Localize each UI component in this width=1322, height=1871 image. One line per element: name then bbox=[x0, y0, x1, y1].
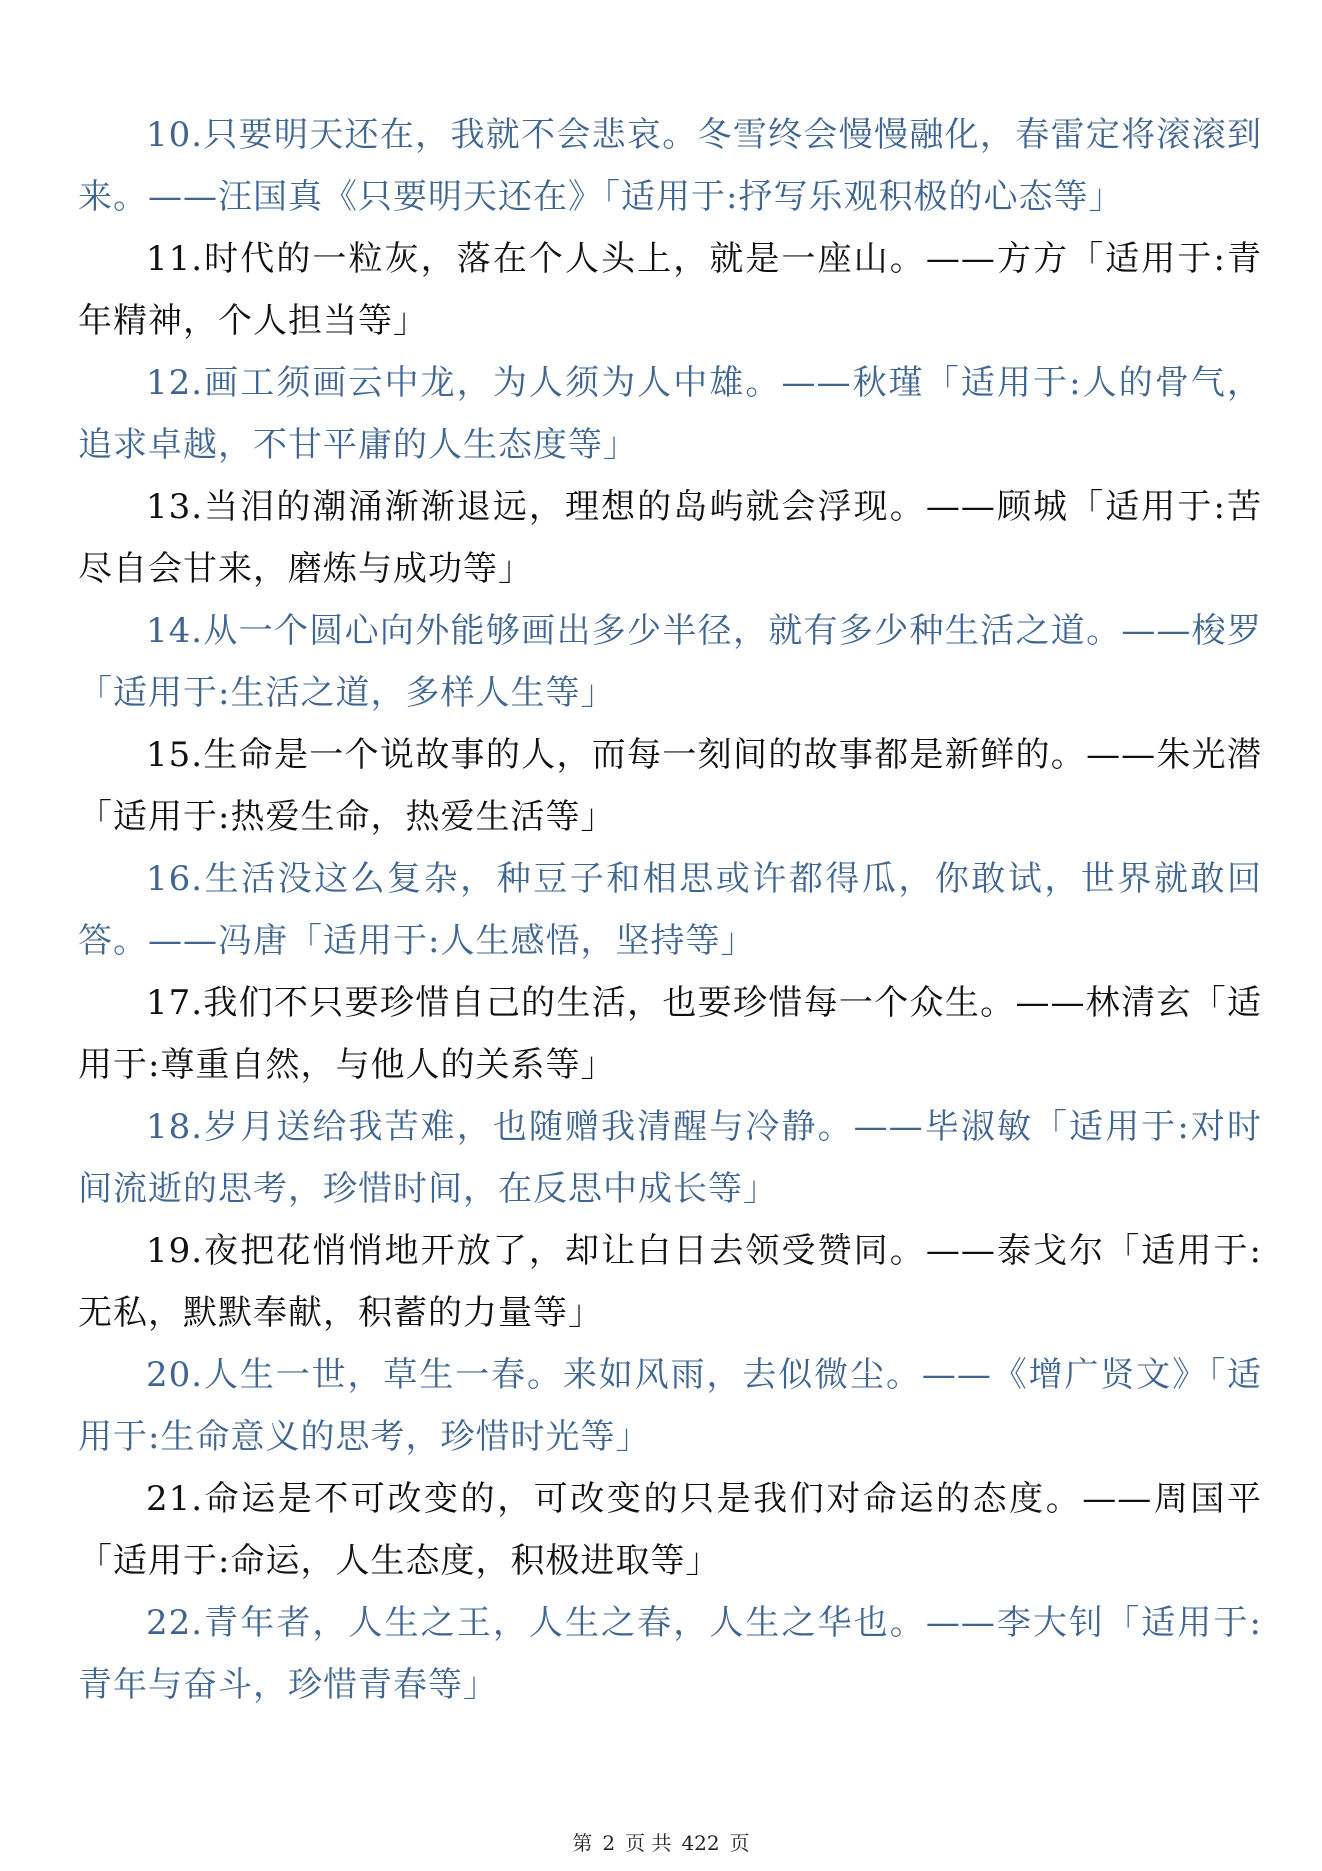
footer-prefix: 第 bbox=[572, 1831, 593, 1855]
footer-middle: 页 共 bbox=[625, 1831, 672, 1855]
footer-current-page: 2 bbox=[602, 1831, 616, 1855]
quote-13: 13.当泪的潮涌渐渐退远，理想的岛屿就会浮现。——顾城「适用于:苦尽自会甘来，磨炼与成功等」 bbox=[78, 487, 1262, 589]
quote-18: 18.岁月送给我苦难，也随赠我清醒与冷静。——毕淑敏「适用于:对时间流逝的思考，珍惜时间，在反思中成长等」 bbox=[78, 1107, 1262, 1209]
quote-11: 11.时代的一粒灰，落在个人头上，就是一座山。——方方「适用于:青年精神，个人担当等」 bbox=[78, 239, 1262, 341]
quote-15: 15.生命是一个说故事的人，而每一刻间的故事都是新鲜的。——朱光潜「适用于:热爱生命，热爱生活等」 bbox=[78, 735, 1262, 837]
footer-total-pages: 422 bbox=[681, 1831, 720, 1855]
quote-12: 12.画工须画云中龙，为人须为人中雄。——秋瑾「适用于:人的骨气，追求卓越，不甘平庸的人生态度等」 bbox=[78, 363, 1262, 465]
quote-22: 22.青年者，人生之王，人生之春，人生之华也。——李大钊「适用于:青年与奋斗，珍惜青春等」 bbox=[78, 1603, 1262, 1705]
quote-17: 17.我们不只要珍惜自己的生活，也要珍惜每一个众生。——林清玄「适用于:尊重自然，与他人的关系等」 bbox=[78, 983, 1262, 1085]
quote-19: 19.夜把花悄悄地开放了，却让白日去领受赞同。——泰戈尔「适用于:无私，默默奉献，积蓄的力量等」 bbox=[78, 1231, 1262, 1333]
footer-suffix: 页 bbox=[729, 1831, 750, 1855]
quote-14: 14.从一个圆心向外能够画出多少半径，就有多少种生活之道。——梭罗「适用于:生活之道，多样人生等」 bbox=[78, 611, 1262, 713]
quote-16: 16.生活没这么复杂，种豆子和相思或许都得瓜，你敢试，世界就敢回答。——冯唐「适用于:人生感悟，坚持等」 bbox=[78, 859, 1262, 961]
quote-20: 20.人生一世，草生一春。来如风雨，去似微尘。——《增广贤文》「适用于:生命意义的思考，珍惜时光等」 bbox=[78, 1355, 1262, 1457]
page-number-footer bbox=[0, 1827, 1322, 1856]
quote-21: 21.命运是不可改变的，可改变的只是我们对命运的态度。——周国平「适用于:命运，人生态度，积极进取等」 bbox=[78, 1479, 1262, 1581]
quote-10: 10.只要明天还在，我就不会悲哀。冬雪终会慢慢融化，春雷定将滚滚到来。——汪国真《只要明天还在》「适用于:抒写乐观积极的心态等」 bbox=[78, 115, 1262, 217]
quote-list bbox=[78, 104, 1262, 1716]
